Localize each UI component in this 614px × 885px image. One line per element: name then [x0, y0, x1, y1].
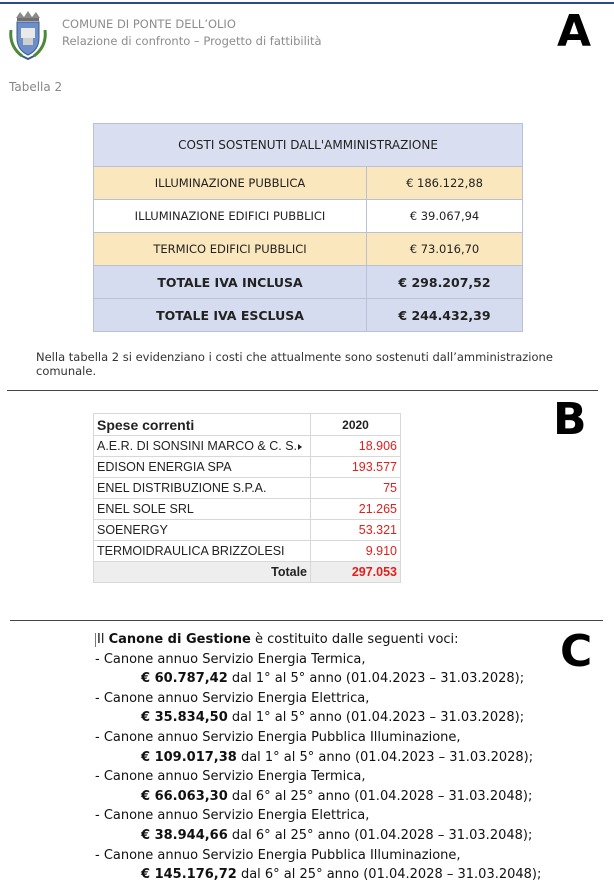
section-divider: [7, 390, 598, 391]
total-label: Totale: [94, 562, 311, 583]
total-row-vat-included: [94, 266, 523, 299]
header-rule: [0, 2, 614, 4]
supplier-name: TERMOIDRAULICA BRIZZOLESI: [94, 541, 311, 562]
fee-amount: € 38.944,66: [141, 827, 228, 843]
table-row: [94, 233, 523, 266]
table-row: [94, 520, 401, 541]
table-row: [94, 200, 523, 233]
document-subtitle: Relazione di confronto – Progetto di fattibilità: [62, 34, 322, 48]
expenses-header: Spese correnti: [94, 414, 311, 436]
fee-amount: € 145.176,72: [141, 867, 237, 883]
costs-table-title: COSTI SOSTENUTI DALL'AMMINISTRAZIONE: [94, 124, 523, 167]
table-row: [94, 541, 401, 562]
fee-item-title: - Canone annuo Servizio Energia Elettrica,: [95, 808, 370, 824]
cost-label: ILLUMINAZIONE PUBBLICA: [94, 167, 367, 200]
cost-value: € 298.207,52: [367, 266, 523, 299]
table-caption: Tabella 2: [9, 80, 63, 94]
cost-label: ILLUMINAZIONE EDIFICI PUBBLICI: [94, 200, 367, 233]
supplier-name: EDISON ENERGIA SPA: [94, 457, 311, 478]
text-cursor: [95, 633, 96, 647]
section-label-a: A: [557, 6, 592, 57]
expense-value: 18.906: [311, 436, 401, 457]
section-divider: [10, 620, 603, 621]
fee-item-title: - Canone annuo Servizio Energia Pubblica Illuminazione,: [95, 729, 461, 745]
section-label-b: B: [553, 394, 587, 445]
management-fee-text: [95, 630, 541, 885]
current-expenses-table: [93, 413, 401, 583]
cost-value: € 73.016,70: [367, 233, 523, 266]
fee-item-detail: [95, 787, 541, 807]
overflow-arrow-icon: [298, 444, 302, 450]
total-row: [94, 562, 401, 583]
table-note: Nella tabella 2 si evidenziano i costi che attualmente sono sostenuti dall’amministrazione comunale.: [36, 350, 553, 378]
table-row: [94, 499, 401, 520]
fee-item-detail: [95, 708, 541, 728]
fee-period: dal 1° al 5° anno (01.04.2023 – 31.03.2028);: [227, 671, 525, 687]
fee-amount: € 66.063,30: [141, 788, 228, 804]
cost-value: € 39.067,94: [367, 200, 523, 233]
fee-period: dal 1° al 5° anno (01.04.2023 – 31.03.2028);: [227, 710, 525, 726]
fee-period: dal 6° al 25° anno (01.04.2028 – 31.03.2048);: [236, 867, 542, 883]
year-header: 2020: [311, 414, 401, 436]
expense-value: 21.265: [311, 499, 401, 520]
fee-item-detail: [95, 748, 541, 768]
fee-item-detail: [95, 669, 541, 689]
supplier-name: SOENERGY: [94, 520, 311, 541]
total-value: 297.053: [311, 562, 401, 583]
fee-amount: € 60.787,42: [141, 671, 228, 687]
table-row: [94, 457, 401, 478]
fee-amount: € 35.834,50: [141, 710, 228, 726]
fee-item-title: - Canone annuo Servizio Energia Elettrica,: [95, 690, 370, 706]
fee-amount: € 109.017,38: [141, 749, 237, 765]
supplier-name: ENEL SOLE SRL: [94, 499, 311, 520]
table-row: [94, 436, 401, 457]
cost-value: € 186.122,88: [367, 167, 523, 200]
fee-period: dal 6° al 25° anno (01.04.2028 – 31.03.2048);: [227, 827, 533, 843]
fee-item-title: - Canone annuo Servizio Energia Pubblica Illuminazione,: [95, 847, 461, 863]
fee-period: dal 1° al 5° anno (01.04.2023 – 31.03.2028);: [236, 749, 534, 765]
costs-table: [93, 123, 523, 332]
section-label-c: C: [560, 626, 593, 677]
municipality-name: COMUNE DI PONTE DELL’OLIO: [62, 17, 236, 31]
cost-label: TOTALE IVA ESCLUSA: [94, 299, 367, 332]
expense-value: 53.321: [311, 520, 401, 541]
fee-item-detail: [95, 826, 541, 846]
supplier-name: ENEL DISTRIBUZIONE S.P.A.: [94, 478, 311, 499]
supplier-name: A.E.R. DI SONSINI MARCO & C. S.: [97, 439, 298, 453]
total-row-vat-excluded: [94, 299, 523, 332]
fee-period: dal 6° al 25° anno (01.04.2028 – 31.03.2048);: [227, 788, 533, 804]
document-header: [62, 16, 322, 50]
fee-item-title: - Canone annuo Servizio Energia Termica,: [95, 651, 366, 667]
expense-value: 9.910: [311, 541, 401, 562]
fee-item-detail: [95, 865, 541, 885]
fee-item-title: - Canone annuo Servizio Energia Termica,: [95, 769, 366, 785]
cost-value: € 244.432,39: [367, 299, 523, 332]
municipal-crest-icon: [8, 8, 48, 60]
cost-label: TERMICO EDIFICI PUBBLICI: [94, 233, 367, 266]
table-row: [94, 167, 523, 200]
cost-label: TOTALE IVA INCLUSA: [94, 266, 367, 299]
expense-value: 75: [311, 478, 401, 499]
table-row: [94, 478, 401, 499]
fee-term: Canone di Gestione: [108, 632, 251, 647]
intro-line: Il Canone di Gestione è costituito dalle seguenti voci:: [97, 632, 459, 647]
expense-value: 193.577: [311, 457, 401, 478]
